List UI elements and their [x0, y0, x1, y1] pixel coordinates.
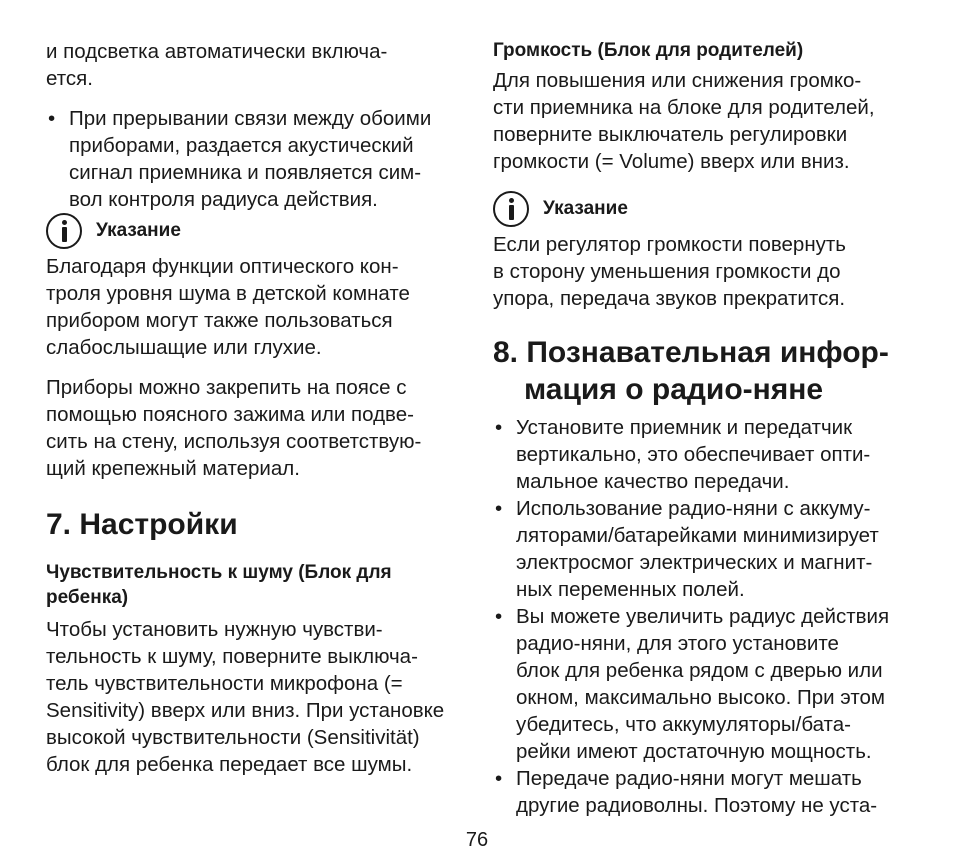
section-title: 7. Настройки [46, 508, 238, 541]
list-item: • Передаче радио-няни могут мешать другие радиоволны. Поэтому не уста- [493, 765, 918, 819]
list-item: • Использование радио-няни с аккуму- ляторами/батарейками минимизирует электросмог электрических и магнит- ных переменных полей. [493, 495, 918, 603]
note-header [46, 213, 466, 249]
sensitivity-paragraph: Чтобы установить нужную чувстви- тельность к шуму, поверните выключа- тель чувствительности микрофона (= Sensitivity) вверх или вниз. При установке высокой чувствительности (Sensitivität) блок для ребенка передает все шумы. [46, 618, 445, 776]
info-icon [46, 213, 82, 249]
bullet-list [46, 105, 466, 213]
volume-paragraph: Для повышения или снижения громко- сти приемника на блоке для родителей, поверните выключатель регулировки громкости (= Volume) вверх или вниз. [493, 69, 875, 173]
subheading: Громкость (Блок для родителей) [493, 40, 804, 61]
note-text: Если регулятор громкости повернуть в сторону уменьшения громкости до упора, передача звуков прекратится. [493, 233, 846, 310]
note-label: Указание [543, 198, 628, 219]
list-item: • При прерывании связи между обоими приборами, раздается акустический сигнал приемника и появляется сим- вол контроля радиуса действия. [46, 105, 466, 213]
note-text: Благодаря функции оптического кон- троля уровня шума в детской комнате прибором могут также пользоваться слабослышащие или глухие. [46, 255, 410, 359]
continued-paragraph [46, 38, 466, 92]
bullet-list [493, 414, 918, 819]
left-column [46, 38, 466, 778]
section-title: 8. Познавательная инфор- мация о радио-няне [493, 336, 889, 406]
info-icon [493, 191, 529, 227]
list-item: • Установите приемник и передатчик вертикально, это обеспечивает опти- мальное качество передачи. [493, 414, 918, 495]
note-label: Указание [96, 220, 181, 241]
right-column [493, 38, 918, 819]
page-number: 76 [465, 829, 489, 851]
text-line: и подсветка автоматически включа- [46, 40, 388, 63]
list-item: • Вы можете увеличить радиус действия радио-няни, для этого установите блок для ребенка рядом с дверью или окном, максимально высоко. При этом убедитесь, что аккумуляторы/бата- рейки имеют достаточную мощность. [493, 603, 918, 765]
mounting-paragraph: Приборы можно закрепить на поясе с помощью поясного зажима или подве- сить на стену, используя соответствую- щий крепежный материал. [46, 376, 422, 480]
text-line: ется. [46, 67, 93, 90]
subheading: Чувствительность к шуму (Блок для ребенка) [46, 562, 392, 608]
note-header [493, 191, 918, 227]
